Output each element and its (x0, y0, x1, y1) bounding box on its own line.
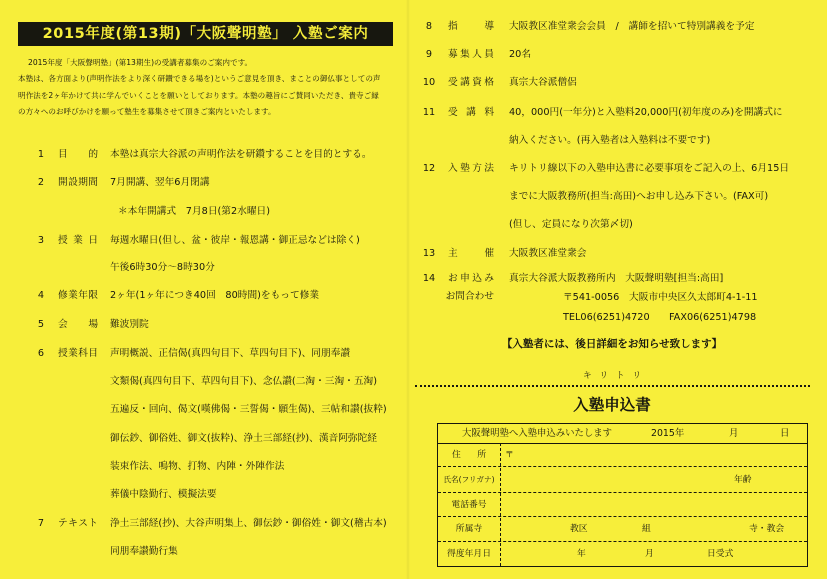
label-glyph: 法 (484, 163, 494, 174)
label-glyph: 業 (68, 348, 78, 359)
label-glyph: 授 (58, 348, 68, 359)
label-glyph: 所 (477, 450, 486, 460)
contact-phone-fax: TEL06(6251)4720 FAX06(6251)4798 (563, 312, 757, 323)
label-glyph: 場 (88, 319, 98, 330)
form-month: 月 (729, 427, 739, 439)
item-text: 本塾は真宗大谷派の声明作法を研鑽することを目的とする。 (110, 149, 372, 160)
label-glyph: 科 (78, 348, 88, 359)
label-glyph: 日 (88, 235, 98, 246)
label-glyph: 設 (68, 177, 78, 188)
item-number: 1 (37, 149, 45, 160)
item-text: 20名 (509, 49, 532, 60)
label-glyph: 入 (448, 163, 458, 174)
intro-line: 本塾は、各方面より(声明作法をより深く研鑽できる場を)というご意見を頂き、まことの御仏事としての声 (18, 74, 381, 83)
item-text: 毎週水曜日(但し、盆・彼岸・報恩講・御正忌などは除く) (110, 235, 360, 246)
item-text: (但し、定員になり次第〆切) (509, 219, 633, 230)
form-label: 氏名(フリガナ) (443, 474, 495, 484)
temple-field-label: 寺・教会 (749, 524, 785, 534)
item-label (58, 347, 98, 361)
ordination-year-label: 年 (577, 549, 586, 559)
label-glyph: 格 (484, 77, 494, 88)
ordination-month-label: 月 (645, 549, 654, 559)
label-glyph: ス (78, 518, 88, 529)
label-glyph: テ (58, 518, 68, 529)
form-header-text: 大阪聲明塾へ入塾申込みいたします (462, 427, 613, 439)
intro-line: 明作法を2ヶ年かけて共に学んでいくことを願いとしております。本塾の趣旨にご賛同いただき、貴寺ご縁 (18, 91, 379, 100)
item-number: 10 (422, 77, 436, 88)
intro-line: の方々へのお呼びかけを願って塾生を募集させて頂きご案内といたします。 (18, 107, 276, 116)
item-label (58, 517, 98, 531)
label-glyph: 年 (78, 290, 88, 301)
form-title: 入塾申込書 (573, 396, 651, 414)
item-label (58, 234, 98, 248)
item-text: 大阪教区准堂衆会 (509, 248, 587, 259)
label-glyph: 募 (448, 49, 458, 60)
label-glyph: キ (583, 371, 592, 381)
label-glyph: 受 (448, 107, 458, 118)
label-glyph: 集 (460, 49, 470, 60)
item-text: 難波別院 (110, 319, 149, 330)
label-glyph: リ (599, 371, 608, 381)
item-number: 6 (37, 348, 45, 359)
label-glyph: 住 (452, 450, 461, 460)
contact-address: 〒541-0056 大阪市中央区久太郎町4-1-11 (563, 292, 758, 303)
item-label (448, 48, 494, 62)
label-glyph: 講 (460, 77, 470, 88)
diocese-field-label: 教区 (570, 524, 588, 534)
item-number: 4 (37, 290, 45, 301)
label-glyph: 目 (88, 348, 98, 359)
item-text: 大阪教区准堂衆会会員 / 講師を招いて特別講義を予定 (509, 21, 755, 32)
label-glyph: 主 (448, 248, 458, 259)
item-number: 13 (422, 248, 436, 259)
label-glyph: 申 (460, 273, 470, 284)
label-glyph: み (484, 273, 494, 284)
label-glyph: 修 (58, 290, 68, 301)
form-day: 日 (780, 427, 790, 439)
item-text: 葬儀中陰勤行、模擬法要 (110, 489, 217, 500)
fold-crease (406, 0, 410, 579)
label-glyph: 期 (78, 177, 88, 188)
item-text: 7月開講、翌年6月閉講 (110, 177, 210, 188)
label-glyph: 受 (448, 77, 458, 88)
item-label (58, 176, 98, 190)
label-glyph: 料 (484, 107, 494, 118)
item-number: 7 (37, 518, 45, 529)
item-text: 2ヶ年(1ヶ年につき40回 80時間)をもって修業 (110, 290, 320, 301)
label-glyph: 員 (484, 49, 494, 60)
ordination-day-label: 日受式 (707, 549, 734, 559)
cut-line-label (583, 370, 641, 382)
form-label: 所属寺 (455, 524, 483, 534)
item-text: キリトリ線以下の入塾申込書に必要事項をご記入の上、6月15日 (509, 163, 790, 174)
label-glyph: 催 (484, 248, 494, 259)
cut-dotted-line (415, 385, 810, 387)
form-label (452, 449, 486, 461)
postal-mark: 〒 (505, 450, 514, 460)
label-glyph: ト (615, 371, 625, 381)
label-glyph: 的 (88, 149, 98, 160)
label-glyph: 会 (58, 319, 68, 330)
label-glyph: 目 (58, 149, 68, 160)
form-row-phone (438, 492, 807, 516)
label-glyph: お (448, 273, 458, 284)
item-label (448, 106, 494, 120)
form-label: 得度年月日 (447, 549, 491, 559)
item-text: 五遍反・回向、偈文(嘆佛偈・三誓偈・願生偈)、三帖和讃(抜粋) (110, 404, 387, 415)
item-label (448, 20, 494, 34)
item-number: 2 (37, 177, 45, 188)
form-row-ordination (438, 541, 807, 566)
page-title: 2015年度(第13期)「大阪聲明塾」 入塾ご案内 (42, 26, 369, 42)
label-glyph: 授 (58, 235, 68, 246)
item-label (58, 318, 98, 332)
item-text: 納入ください。(再入塾者は入塾料は不要です) (509, 135, 711, 146)
district-field-label: 組 (642, 524, 651, 534)
label-glyph: 開 (58, 177, 68, 188)
item-label (58, 289, 98, 303)
item-text: 浄土三部経(抄)、大谷声明集上、御伝鈔・御俗姓・御文(稽古本) (110, 518, 387, 529)
label-glyph: 塾 (460, 163, 470, 174)
item-label-secondary: お問合わせ (445, 291, 494, 302)
item-text: 声明概説、正信偈(真四句目下、草四句目下)、同朋奉讃 (110, 348, 351, 359)
title-banner (18, 22, 393, 46)
item-label (448, 162, 494, 176)
item-label (448, 272, 494, 286)
item-number: 14 (422, 273, 436, 284)
item-text: 真宗大谷派僧侶 (509, 77, 577, 88)
item-text: ＊本年開講式 7月8日(第2水曜日) (118, 206, 270, 217)
intro-line: 2015年度「大阪聲明塾」(第13期生)の受講者募集のご案内です。 (28, 58, 253, 67)
label-glyph: 資 (472, 77, 482, 88)
label-glyph: 人 (472, 49, 482, 60)
item-label (58, 148, 98, 162)
label-glyph: 業 (73, 235, 83, 246)
item-text: 40，000円(一年分)と入塾料20,000円(初年度のみ)を開講式に (509, 107, 783, 118)
label-glyph: ト (88, 518, 98, 529)
label-glyph: 込 (472, 273, 482, 284)
item-text: 真宗大谷派大阪教務所内 大阪聲明塾[担当:高田] (509, 273, 724, 284)
enrollee-notice: 【入塾者には、後日詳細をお知らせ致します】 (501, 338, 723, 350)
item-number: 12 (422, 163, 436, 174)
form-row-temple (438, 516, 807, 541)
item-text: までに大阪教務所(担当:高田)へお申し込み下さい。(FAX可) (509, 191, 769, 202)
label-glyph: キ (68, 518, 78, 529)
label-glyph: 間 (88, 177, 98, 188)
label-glyph: 導 (484, 21, 494, 32)
label-glyph: 講 (466, 107, 476, 118)
item-number: 5 (37, 319, 45, 330)
item-label (448, 247, 494, 261)
item-number: 9 (425, 49, 433, 60)
item-text: 午後6時30分～8時30分 (110, 262, 215, 273)
form-label: 電話番号 (451, 499, 487, 510)
label-glyph: 業 (68, 290, 78, 301)
label-glyph: 指 (448, 21, 458, 32)
form-row-name (438, 466, 807, 492)
item-text: 同朋奉讃勤行集 (110, 546, 178, 557)
item-label (448, 76, 494, 90)
label-glyph: リ (632, 371, 641, 381)
form-year: 2015年 (651, 427, 685, 439)
form-header-row (438, 424, 807, 443)
item-text: 文類偈(真四句目下、草四句目下)、念仏讃(二淘・三淘・五淘) (110, 376, 377, 387)
item-text: 装束作法、鳴物、打物、内陣・外陣作法 (110, 461, 285, 472)
application-form (437, 423, 808, 567)
item-text: 御伝鈔、御俗姓、御文(抜粋)、浄土三部経(抄)、漢音阿弥陀経 (110, 433, 377, 444)
age-field-label: 年齢 (734, 474, 752, 485)
label-glyph: 限 (88, 290, 98, 301)
form-row-address (438, 443, 807, 466)
item-number: 11 (422, 107, 436, 118)
item-number: 8 (425, 21, 433, 32)
label-glyph: 方 (472, 163, 482, 174)
item-number: 3 (37, 235, 45, 246)
